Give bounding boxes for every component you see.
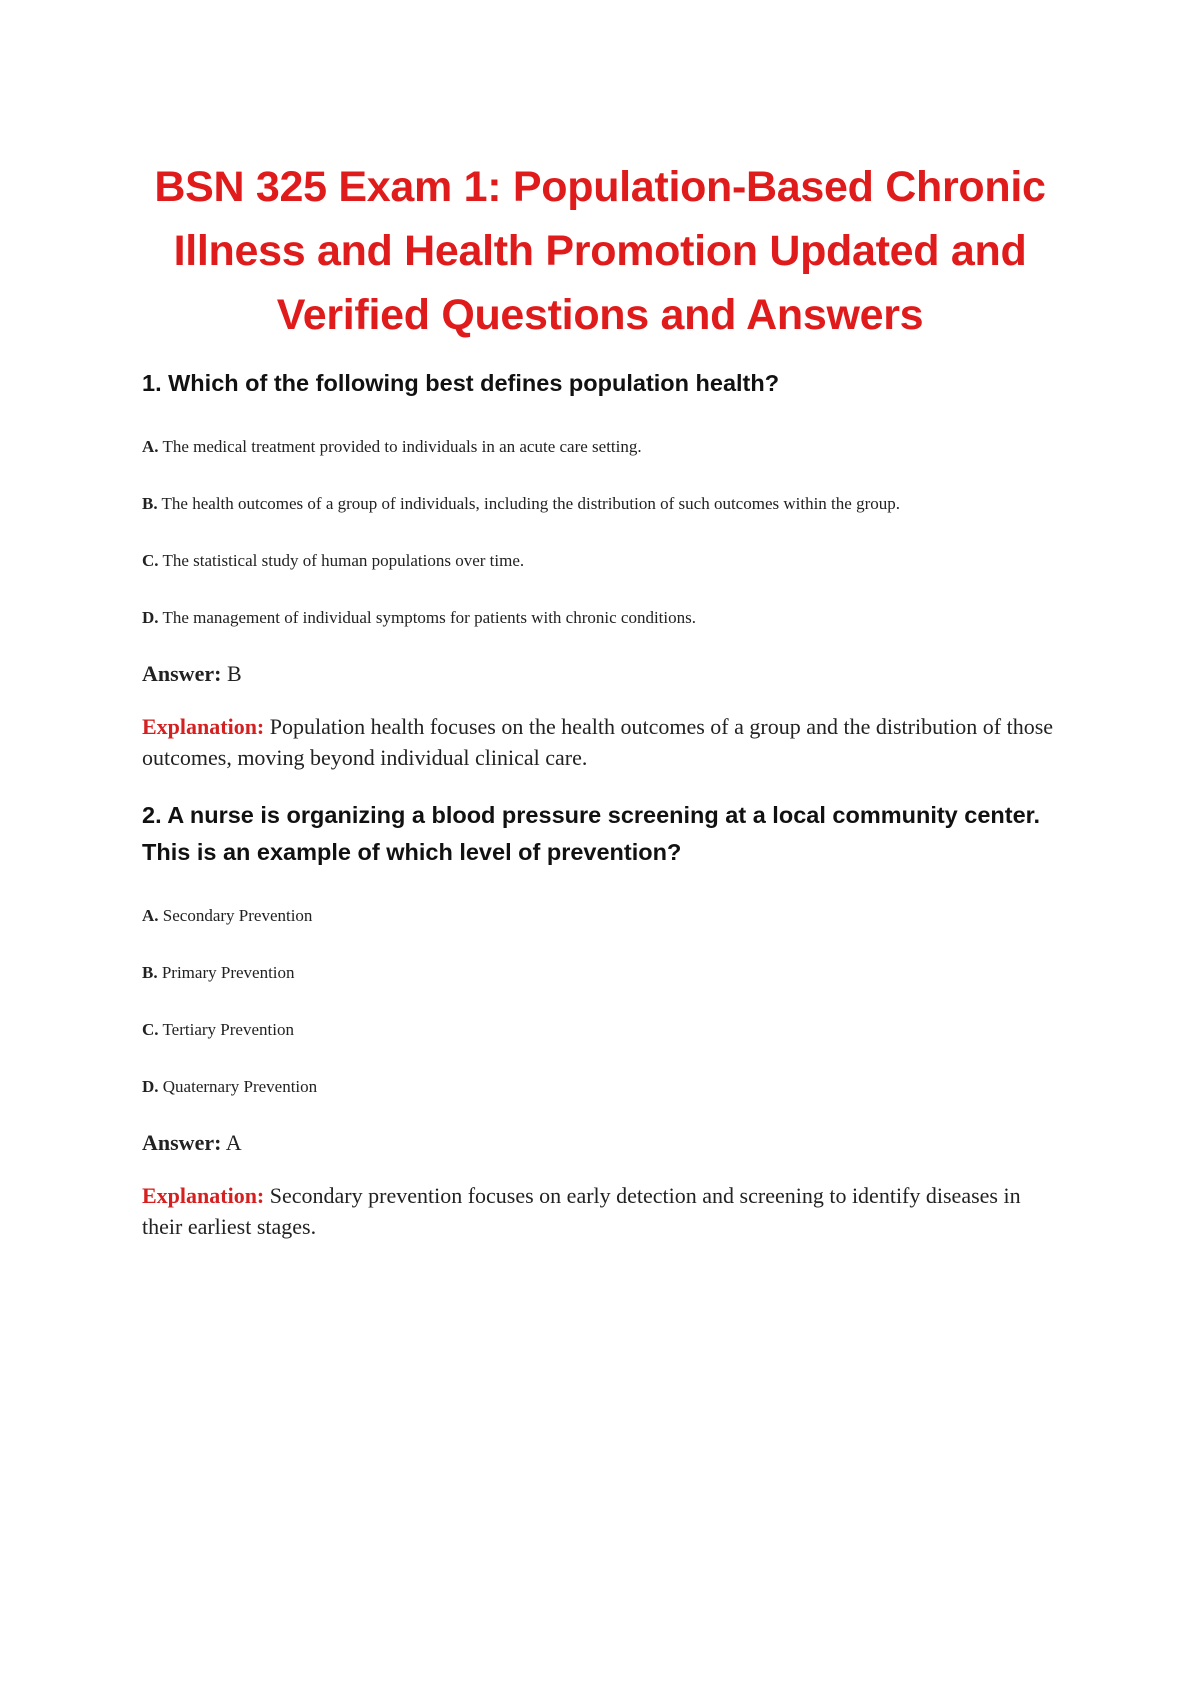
- explanation-text: Secondary prevention focuses on early detection and screening to identify diseases in their earliest stages.: [142, 1183, 1021, 1239]
- option-letter: B.: [142, 494, 158, 513]
- option-text: The management of individual symptoms for patients with chronic conditions.: [162, 608, 696, 627]
- option-letter: D.: [142, 608, 159, 627]
- question-1-option-d: [142, 604, 1062, 631]
- option-letter: C.: [142, 551, 159, 570]
- document-title: BSN 325 Exam 1: Population-Based Chronic Illness and Health Promotion Updated and Verified Questions and Answers: [154, 163, 1046, 339]
- explanation-text: Population health focuses on the health outcomes of a group and the distribution of those outcomes, moving beyond individual clinical care.: [142, 714, 1054, 770]
- answer-value: A: [225, 1130, 242, 1155]
- explanation-label: Explanation:: [142, 714, 265, 739]
- answer-value: B: [226, 661, 242, 686]
- question-2-explanation: [142, 1180, 1062, 1242]
- option-text: Secondary Prevention: [162, 906, 313, 925]
- question-2-option-a: [142, 902, 1062, 929]
- question-1-explanation: [142, 711, 1062, 773]
- document-content: [142, 365, 1062, 1264]
- option-text: Tertiary Prevention: [162, 1020, 294, 1039]
- question-2-option-c: [142, 1016, 1062, 1043]
- option-letter: A.: [142, 437, 159, 456]
- question-2-options: [142, 902, 1062, 1100]
- answer-label: Answer:: [142, 1130, 222, 1155]
- question-1-answer: [142, 659, 1062, 689]
- question-2-answer: [142, 1128, 1062, 1158]
- question-1-option-c: [142, 547, 1062, 574]
- option-text: Quaternary Prevention: [162, 1077, 318, 1096]
- question-1-option-a: [142, 433, 1062, 460]
- option-letter: D.: [142, 1077, 159, 1096]
- question-block-1: [142, 365, 1062, 773]
- question-1-text: 1. Which of the following best defines population health?: [142, 370, 780, 396]
- option-letter: C.: [142, 1020, 159, 1039]
- question-1-options: [142, 433, 1062, 631]
- option-text: Primary Prevention: [161, 963, 295, 982]
- option-letter: B.: [142, 963, 158, 982]
- option-letter: A.: [142, 906, 159, 925]
- question-2-option-b: [142, 959, 1062, 986]
- answer-label: Answer:: [142, 661, 222, 686]
- explanation-label: Explanation:: [142, 1183, 265, 1208]
- option-text: The statistical study of human populations over time.: [162, 551, 525, 570]
- question-2-option-d: [142, 1073, 1062, 1100]
- question-2-text: 2. A nurse is organizing a blood pressure screening at a local community center. This is an example of which level of prevention?: [142, 802, 1041, 865]
- question-block-2: [142, 797, 1062, 1242]
- option-text: The health outcomes of a group of individuals, including the distribution of such outcomes within the group.: [161, 494, 900, 513]
- question-1-option-b: [142, 490, 1062, 517]
- option-text: The medical treatment provided to individuals in an acute care setting.: [162, 437, 642, 456]
